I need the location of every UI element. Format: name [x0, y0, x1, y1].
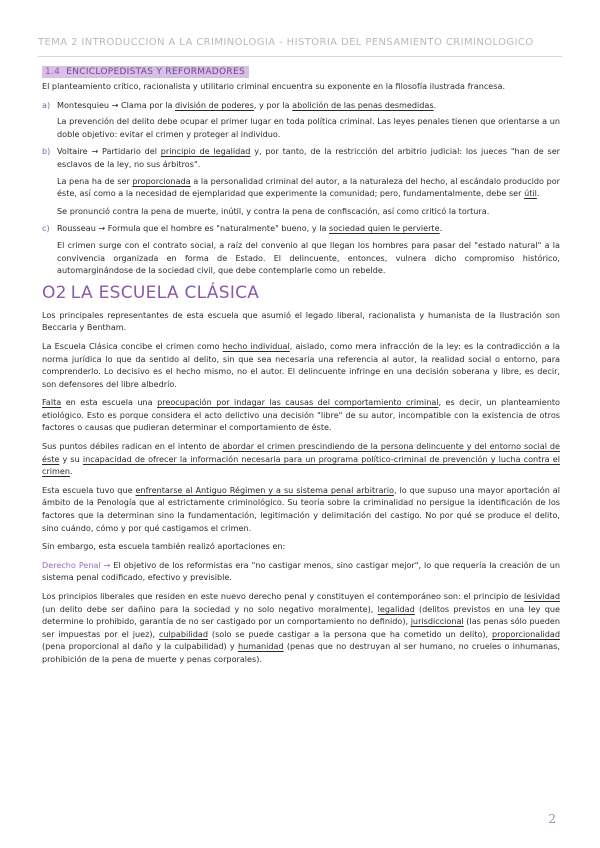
underlined-term: proporcionada	[132, 175, 191, 186]
voltaire-detail-2: Se pronunció contra la pena de muerte, inútil, y contra la pena de confiscación, así como criticó la tortura.	[57, 205, 490, 216]
underlined-term: culpabilidad	[158, 628, 209, 639]
text-run: La Escuela Clásica concibe el crimen como	[42, 340, 223, 351]
list-marker: b)	[42, 146, 51, 157]
text-run: en esta escuela una	[61, 397, 158, 408]
text-run: Esta escuela tuvo que	[42, 484, 136, 495]
montesquieu-text	[57, 99, 560, 112]
text-run: (delitos previstos en una ley que determine lo prohibido, garantía de no ser castigado por un comportamiento no definido),	[42, 603, 560, 627]
underlined-term: incapacidad de ofrecer la información necesaria para un programa político-criminal de prevención y lucha contra el crimen	[42, 453, 560, 477]
text-run: Los principios liberales que residen en este nuevo derecho penal y constituyen el contemporáneo son: el principio de	[42, 591, 525, 601]
text-run: Rousseau → Formula que el hombre es "naturalmente" bueno, y la	[57, 223, 329, 234]
text-run: y su	[59, 453, 83, 464]
paragraph-derecho-penal	[42, 559, 560, 584]
underlined-term: principio de legalidad	[160, 146, 251, 157]
section-heading-enciclopedistas	[42, 66, 249, 78]
voltaire-detail	[42, 175, 560, 200]
paragraph-puntos-debiles	[42, 440, 560, 478]
underlined-term: legalidad	[377, 603, 415, 614]
text-run: La pena ha de ser	[57, 175, 133, 186]
underlined-term: división de poderes	[175, 99, 254, 110]
running-header: TEMA 2 INTRODUCCIÓN A LA CRIMINOLOGÍA - HISTORIA DEL PENSAMIENTO CRIMINOLÓGICO	[38, 37, 534, 48]
text-run: (pena proporcional al daño y la culpabilidad) y	[42, 641, 238, 652]
paragraph-falta	[42, 396, 560, 434]
text-run: .	[536, 188, 540, 199]
text-run: y, por tanto, de la restricción del arbitrio judicial: los jueces "han de ser esclavos de la ley, no sus árbitros".	[57, 146, 560, 169]
montesquieu-detail: La prevención del delito debe ocupar el primer lugar en toda política criminal. Las leyes penales tienen que orientarse a un doble objetivo: evitar el crimen y proteger al individuo.	[57, 116, 560, 139]
underlined-term: jurisdiccional	[410, 616, 464, 627]
section-title: LA ESCUELA CLÁSICA	[70, 282, 260, 303]
underlined-term: hecho individual	[222, 340, 290, 351]
rousseau-detail: El crimen surge con el contrato social, a raíz del convenio al que llegan los hombres para pasar del "estado natural" a la convivencia organizada en forma de Estado. El delincuente, entonces, vulnera dicho compromiso histórico, automarginándose de la sociedad civil, que debe contemplarle como un rebelde.	[57, 239, 560, 276]
section-title: ENCICLOPEDISTAS Y REFORMADORES	[66, 67, 245, 77]
text-run: .	[70, 466, 73, 477]
main-content	[42, 80, 560, 672]
text-run: a la personalidad criminal del autor, a la naturaleza del hecho, al escándalo producido por éste, así como a la necesidad de ejemplaridad que experimente la comunidad; pero, fundamentalmente, debe ser	[57, 175, 560, 199]
paragraph-antiguo-regimen	[42, 484, 560, 534]
paragraph-principios	[42, 590, 560, 666]
underlined-term: abolición de las penas desmedidas	[292, 99, 434, 110]
section-number: 1.4	[45, 67, 61, 77]
section-number: O2	[42, 282, 67, 303]
text-run: , y por la	[253, 99, 293, 110]
text-run: .	[433, 99, 437, 110]
list-item-montesquieu	[42, 99, 560, 112]
text-run: , es decir, un planteamiento etiológico. Esto es porque considera el acto delictivo una decisión "libre" de su autor, incompatible con la existencia de otros factores o causas que pudieran determinar el comportamiento de éste.	[42, 397, 560, 433]
list-item-rousseau	[42, 222, 560, 235]
list-marker: c)	[42, 223, 50, 234]
paragraph-hecho-individual	[42, 340, 560, 390]
underlined-term: humanidad	[237, 641, 284, 652]
text-run: , lo que supuso una mayor aportación al ámbito de la Penología que al estrictamente criminológico. Su teoría sobre la criminalidad no persigue la identificación de los factores que la determinan sino la fundamentación, legitimación y delimitación del castigo. No por qué se produce el delito, sino cuándo, cómo y por qué castigamos el crimen.	[42, 484, 560, 533]
underlined-term: preocupación por indagar las causas del comportamiento criminal	[157, 397, 439, 408]
text-run: (un delito debe ser dañino para la sociedad y no solo negativo moralmente),	[42, 603, 378, 614]
text-run: El objetivo de los reformistas era "no castigar menos, sino castigar mejor", lo que requería la creación de un sistema penal codificado, efectivo y previsible.	[42, 559, 560, 583]
list-marker: a)	[42, 99, 51, 110]
underlined-term: útil	[524, 188, 537, 199]
underlined-term: abordar el crimen prescindiendo de la persona delincuente y del entorno social de éste	[42, 441, 560, 464]
list-item-voltaire	[42, 145, 560, 170]
underlined-term: sociedad quien le pervierte	[328, 223, 440, 234]
text-run: Montesquieu → Clama por la	[57, 99, 176, 110]
intro-paragraph: El planteamiento crítico, racionalista y utilitario criminal encuentra su exponente en la filosofía ilustrada francesa.	[42, 81, 506, 91]
section-heading-escuela-clasica	[42, 283, 560, 303]
text-run: (las penas sólo pueden ser impuestas por el juez),	[42, 616, 560, 639]
text-run: .	[439, 223, 443, 234]
text-run: (penas que no destruyan al ser humano, no crueles o inhumanas, prohibición de la pena de muerte y penas corporales).	[42, 641, 560, 664]
text-run: , aislado, como mera infracción de la ley: es la contradicción a la norma jurídica lo que da sentido al delito, sin que sea necesaria una referencia al autor, la realidad social o entorno, para comprenderlo. Lo decisivo es el hecho mismo, no el autor. El delincuente infringe en una decisión soberana y libre, es decir, son defensores del libre albedrío.	[42, 340, 560, 389]
underlined-term: enfrentarse al Antiguo Régimen y a su sistema penal arbitrario	[135, 484, 394, 495]
page-number: 2	[548, 812, 556, 826]
voltaire-text	[57, 145, 560, 170]
underlined-term: lesividad	[524, 591, 560, 601]
paragraph-representantes: Los principales representantes de esta escuela que asumió el legado liberal, racionalista y humanista de la Ilustración son Beccaria y Bentham.	[42, 309, 560, 333]
text-run: Voltaire → Partidario del	[57, 146, 161, 157]
header-divider	[38, 56, 562, 57]
subheading-derecho-penal: Derecho Penal →	[42, 559, 111, 570]
underlined-term: proporcionalidad	[492, 628, 560, 639]
underlined-term: Falta	[42, 397, 62, 408]
text-run: (solo se puede castigar a la persona que ha cometido un delito),	[208, 628, 493, 639]
rousseau-text	[57, 222, 560, 235]
paragraph-aportaciones: Sin embargo, esta escuela también realizó aportaciones en:	[42, 541, 286, 552]
text-run: Sus puntos débiles radican en el intento de	[42, 441, 223, 452]
